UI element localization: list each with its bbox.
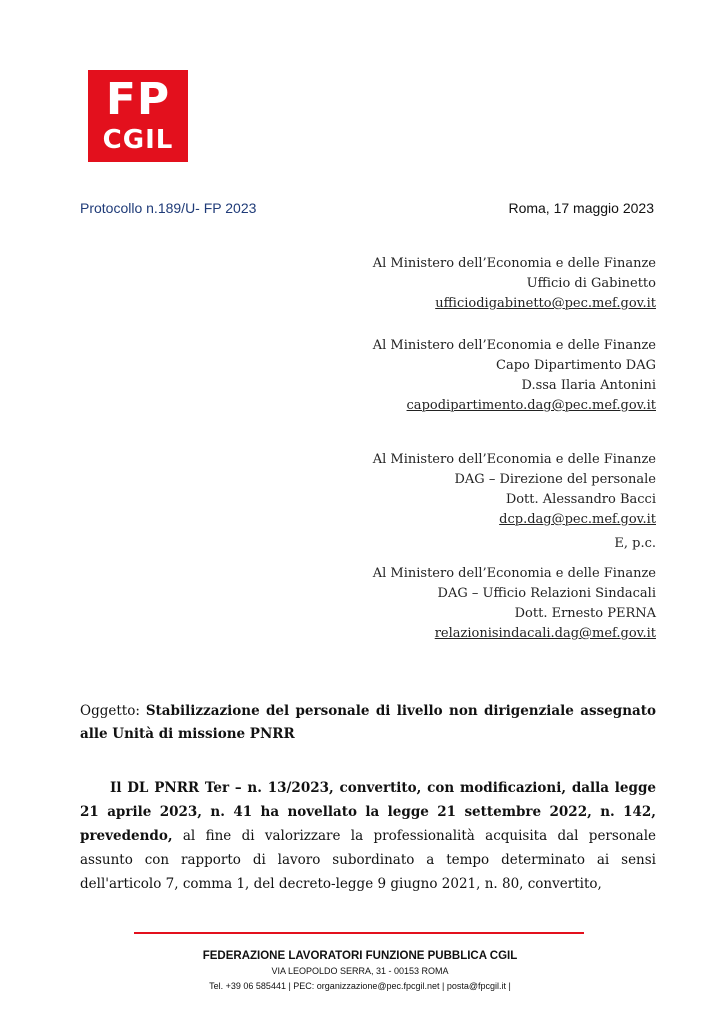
recipient-line: Dott. Alessandro Bacci	[505, 492, 656, 507]
footer-address: VIA LEOPOLDO SERRA, 31 - 00153 ROMA	[271, 966, 449, 976]
recipient-block-capo-dag	[373, 336, 656, 416]
logo-line-fp: FP	[105, 74, 171, 125]
subject-line	[80, 700, 656, 746]
recipient-email[interactable]: dcp.dag@pec.mef.gov.it	[499, 512, 656, 527]
recipient-line: DAG – Ufficio Relazioni Sindacali	[437, 586, 656, 601]
recipient-line: Dott. Ernesto PERNA	[514, 606, 656, 621]
recipient-line: Ufficio di Gabinetto	[526, 276, 656, 291]
recipient-line: Al Ministero dell’Economia e delle Finanze	[372, 256, 656, 271]
recipient-line: Capo Dipartimento DAG	[496, 358, 656, 373]
footer	[120, 948, 600, 994]
recipient-line: DAG – Direzione del personale	[454, 472, 656, 487]
body-bold-text: Il DL PNRR Ter – n. 13/2023, convertito, con modificazioni, dalla legge 21 aprile 2023, n. 41 ha novellato la legge 21 settembre 2022, n. 142, prevedendo,	[80, 780, 656, 844]
recipient-email[interactable]: relazionisindacali.dag@mef.gov.it	[434, 626, 656, 641]
footer-divider	[134, 932, 584, 934]
epc-label: E, p.c.	[614, 536, 656, 551]
subject-label: Oggetto:	[80, 703, 140, 719]
logo-line-cgil: CGIL	[102, 125, 174, 155]
footer-org-name: FEDERAZIONE LAVORATORI FUNZIONE PUBBLICA CGIL	[202, 950, 518, 962]
letter-date: Roma, 17 maggio 2023	[508, 200, 654, 216]
recipient-block-direzione-personale	[373, 450, 656, 530]
body-normal-text: al fine di valorizzare la professionalità acquisita dal personale assunto con rapporto di lavoro subordinato a tempo determinato ai sensi dell'articolo 7, comma 1, del decreto-legge 9 giugno 2021, n. 80, convertito,	[80, 828, 656, 892]
footer-contacts: Tel. +39 06 585441 | PEC: organizzazione@pec.fpcgil.net | posta@fpcgil.it |	[209, 981, 511, 991]
fp-cgil-logo	[88, 70, 188, 162]
letter-body	[80, 776, 656, 896]
recipient-block-relazioni-sindacali	[373, 564, 656, 644]
recipient-block-gabinetto	[373, 254, 656, 314]
protocol-number: Protocollo n.189/U- FP 2023	[80, 200, 257, 216]
recipient-email[interactable]: capodipartimento.dag@pec.mef.gov.it	[406, 398, 656, 413]
recipient-line: D.ssa Ilaria Antonini	[521, 378, 656, 393]
subject-text: Stabilizzazione del personale di livello non dirigenziale assegnato alle Unità di missione PNRR	[80, 703, 656, 742]
recipient-line: Al Ministero dell’Economia e delle Finanze	[372, 338, 656, 353]
recipient-line: Al Ministero dell’Economia e delle Finanze	[372, 566, 656, 581]
recipient-email[interactable]: ufficiodigabinetto@pec.mef.gov.it	[435, 296, 656, 311]
recipient-line: Al Ministero dell’Economia e delle Finanze	[372, 452, 656, 467]
